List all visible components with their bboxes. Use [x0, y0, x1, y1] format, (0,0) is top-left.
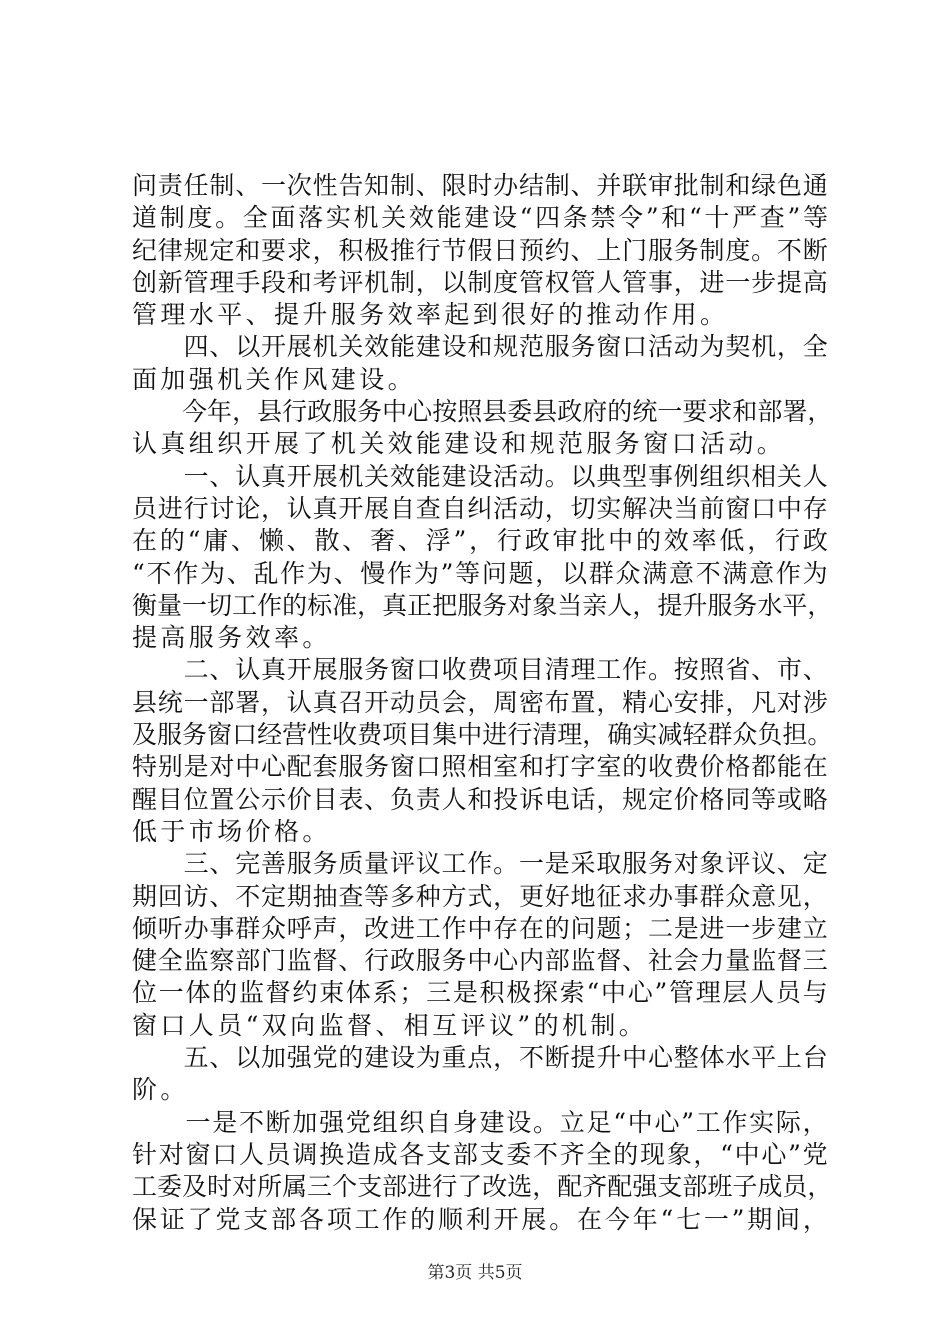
text-line: 五 、 以 加 强 党 的 建 设 为 重 点 ， 不 断 提 升 中 心 整 体 水 平 上 台: [183, 1043, 828, 1073]
text-line: 道 制 度 。 全 面 落 实 机 关 效 能 建 设 “ 四 条 禁 令 ” 和 “ 十 严 查 ” 等: [132, 203, 828, 233]
text-line: 县 统 一 部 署 ， 认 真 召 开 动 员 会 ， 周 密 布 置 ， 精 心 安 排 ， 凡 对 涉: [132, 687, 828, 717]
text-line: 倾 听 办 事 群 众 呼 声 ， 改 进 工 作 中 存 在 的 问 题 ； 二 是 进 一 步 建 立: [132, 913, 828, 943]
text-line: 纪 律 规 定 和 要 求 ， 积 极 推 行 节 假 日 预 约 、 上 门 服 务 制 度 。 不 断: [132, 235, 828, 265]
text-line: 衡 量 一 切 工 作 的 标 准 ， 真 正 把 服 务 对 象 当 亲 人 ， 提 升 服 务 水 平 ，: [132, 590, 833, 620]
text-line: 二 、 认 真 开 展 服 务 窗 口 收 费 项 目 清 理 工 作 。 按 照 省 、 市 、: [183, 655, 828, 685]
text-line: 今 年 ， 县 行 政 服 务 中 心 按 照 县 委 县 政 府 的 统 一 要 求 和 部 署 ，: [182, 397, 833, 427]
text-line: 及 服 务 窗 口 经 营 性 收 费 项 目 集 中 进 行 清 理 ， 确 实 减 轻 群 众 负 担 。: [132, 720, 833, 750]
text-line: 一 、 认 真 开 展 机 关 效 能 建 设 活 动 。 以 典 型 事 例 组 织 相 关 人: [183, 461, 828, 491]
text-line: 面加强机关作风建设。: [132, 364, 417, 394]
text-line: 针 对 窗 口 人 员 调 换 造 成 各 支 部 支 委 不 齐 全 的 现 象 ， “ 中 心 ” 党: [132, 1139, 828, 1169]
text-line: 在 的 “ 庸 、 懒 、 散 、 奢 、 浮 ” ， 行 政 审 批 中 的 效 率 低 ， 行 政: [132, 526, 828, 556]
text-line: 提高服务效率。: [132, 623, 331, 653]
text-line: 一 是 不 断 加 强 党 组 织 自 身 建 设 。 立 足 “ 中 心 ” 工 作 实 际 ，: [185, 1107, 828, 1137]
text-line: 期 回 访 、 不 定 期 抽 查 等 多 种 方 式 ， 更 好 地 征 求 办 事 群 众 意 见 ，: [132, 881, 828, 911]
text-line: 低于市场价格。: [132, 816, 331, 846]
text-line: 健 全 监 察 部 门 监 督 、 行 政 服 务 中 心 内 部 监 督 、 社 会 力 量 监 督 三: [132, 946, 828, 976]
text-line: 管理水平、提升服务效率起到很好的推动作用。: [132, 300, 729, 330]
text-line: 问 责 任 制 、 一 次 性 告 知 制 、 限 时 办 结 制 、 并 联 审 批 制 和 绿 色 通: [132, 171, 828, 200]
text-line: 创 新 管 理 手 段 和 考 评 机 制 ， 以 制 度 管 权 管 人 管 事 ， 进 一 步 提 高: [132, 267, 828, 297]
text-line: 四 、 以 开 展 机 关 效 能 建 设 和 规 范 服 务 窗 口 活 动 为 契 机 ， 全: [183, 332, 828, 362]
text-line: 工 委 及 时 对 所 属 三 个 支 部 进 行 了 改 选 ， 配 齐 配 强 支 部 班 子 成 员 ，: [132, 1172, 833, 1202]
page-footer: 第3页 共5页: [427, 1263, 523, 1283]
text-line: 认真组织开展了机关效能建设和规范服务窗口活动。: [132, 429, 786, 459]
text-line: 醒 目 位 置 公 示 价 目 表 、 负 责 人 和 投 诉 电 话 ， 规 定 价 格 同 等 或 略: [132, 784, 828, 814]
text-line: 阶。: [132, 1075, 189, 1105]
text-line: 保 证 了 党 支 部 各 项 工 作 的 顺 利 开 展 。 在 今 年 “ 七 一 ” 期 间 ，: [132, 1204, 828, 1234]
text-line: 位 一 体 的 监 督 约 束 体 系 ； 三 是 积 极 探 索 “ 中 心 ” 管 理 层 人 员 与: [132, 978, 828, 1008]
text-line: 特 别 是 对 中 心 配 套 服 务 窗 口 照 相 室 和 打 字 室 的 收 费 价 格 都 能 在: [132, 752, 828, 782]
text-line: 三 、 完 善 服 务 质 量 评 议 工 作 。 一 是 采 取 服 务 对 象 评 议 、 定: [183, 849, 828, 879]
text-line: 窗口人员“双向监督、相互评议”的机制。: [132, 1010, 648, 1040]
text-line: “ 不 作 为 、 乱 作 为 、 慢 作 为 ” 等 问 题 ， 以 群 众 满 意 不 满 意 作 为: [132, 558, 828, 588]
text-line: 员 进 行 讨 论 ， 认 真 开 展 自 查 自 纠 活 动 ， 切 实 解 决 当 前 窗 口 中 存: [132, 493, 828, 523]
document-body: [132, 170, 833, 1236]
